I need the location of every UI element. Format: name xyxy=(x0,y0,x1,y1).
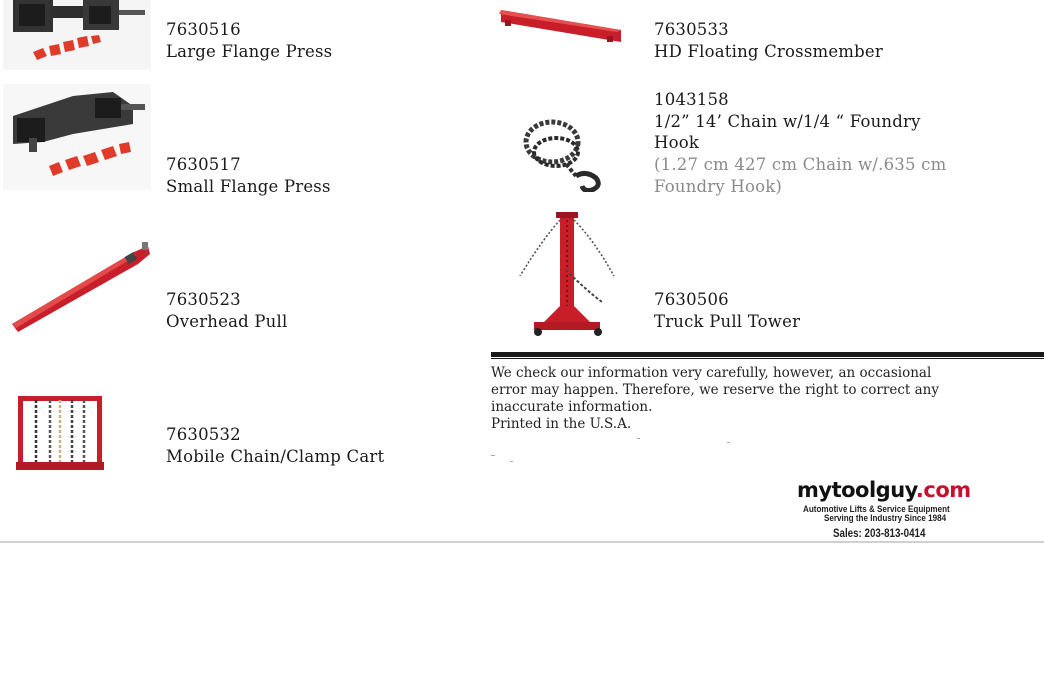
product-number: 7630533 xyxy=(654,20,729,39)
chain-clamp-cart-image xyxy=(14,394,106,474)
disclaimer-line: inaccurate information. xyxy=(491,399,653,413)
product-number: 7630506 xyxy=(654,290,729,309)
product-name: Large Flange Press xyxy=(166,42,333,61)
logo-word-prefix: mytoolguy xyxy=(797,478,916,502)
print-artifact xyxy=(491,455,495,456)
product-name-line2: Hook xyxy=(654,133,700,152)
product-metric-line2: Foundry Hook) xyxy=(654,177,783,196)
product-number: 7630516 xyxy=(166,20,241,39)
print-artifact xyxy=(637,438,640,439)
logo-tagline-since: Serving the Industry Since 1984 xyxy=(824,513,947,524)
divider-rule xyxy=(491,352,1044,357)
disclaimer-line: error may happen. Therefore, we reserve the right to correct any xyxy=(491,382,939,398)
product-number: 7630523 xyxy=(166,290,241,309)
logo-sales-phone: Sales: 203-813-0414 xyxy=(833,528,926,540)
product-number: 7630532 xyxy=(166,425,241,444)
divider-rule-thin xyxy=(491,358,1044,359)
product-number: 7630517 xyxy=(166,155,241,174)
product-name: Small Flange Press xyxy=(166,177,331,196)
disclaimer-line: We check our information very carefully, however, an occasional xyxy=(491,365,932,381)
logo-word-suffix: .com xyxy=(915,478,971,502)
print-artifact xyxy=(727,442,730,443)
printed-in: Printed in the U.S.A. xyxy=(491,416,632,432)
product-name: HD Floating Crossmember xyxy=(654,42,883,61)
page-bottom-edge xyxy=(0,541,1044,543)
product-name: Truck Pull Tower xyxy=(654,312,801,331)
product-number: 1043158 xyxy=(654,90,729,109)
large-flange-press-image xyxy=(3,0,151,70)
print-artifact xyxy=(510,461,513,462)
crossmember-image xyxy=(497,6,623,46)
small-flange-press-image xyxy=(3,84,151,190)
product-name: Overhead Pull xyxy=(166,312,288,331)
product-metric-line1: (1.27 cm 427 cm Chain w/.635 cm xyxy=(654,155,947,174)
overhead-pull-image xyxy=(8,242,152,334)
truck-pull-tower-image xyxy=(516,210,620,338)
logo-tagline: Automotive Lifts & Service Equipment xyxy=(803,504,950,515)
logo-wordmark xyxy=(797,478,977,502)
mytoolguy-logo xyxy=(797,478,977,542)
chain-hook-image xyxy=(522,118,606,192)
product-name: Mobile Chain/Clamp Cart xyxy=(166,447,385,466)
product-name-line1: 1/2” 14’ Chain w/1/4 “ Foundry xyxy=(654,112,921,131)
